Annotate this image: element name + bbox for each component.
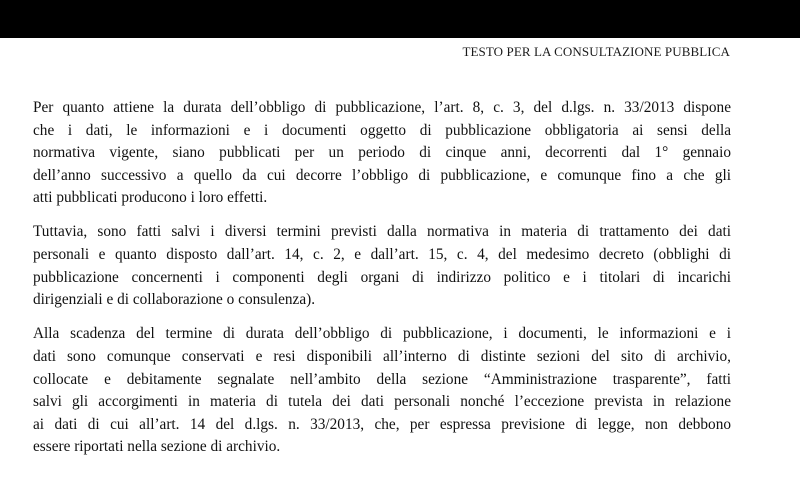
text-line: dati sono comunque conservati e resi disponibili all’interno di distinte sezioni del sito di archivio, [33, 347, 731, 365]
paragraph-3 [33, 323, 731, 459]
text-line: Alla scadenza del termine di durata dell’obbligo di pubblicazione, i documenti, le informazioni e i [33, 325, 731, 343]
text-line: che i dati, le informazioni e i documenti oggetto di pubblicazione obbligatoria ai sensi della [33, 121, 731, 139]
text-line: normativa vigente, siano pubblicati per un periodo di cinque anni, decorrenti dal 1° gennaio [33, 144, 731, 162]
text-line: Tuttavia, sono fatti salvi i diversi termini previsti dalla normativa in materia di trattamento dei dati [33, 223, 731, 241]
text-line: dell’anno successivo a quello da cui decorre l’obbligo di pubblicazione, e comunque fino a che gli [33, 166, 731, 184]
text-line: atti pubblicati producono i loro effetti. [33, 189, 268, 207]
document-body [33, 97, 731, 470]
page-header-title: TESTO PER LA CONSULTAZIONE PUBBLICA [462, 44, 730, 59]
text-line: dirigenziali e di collaborazione o consulenza). [33, 291, 316, 309]
paragraph-1 [33, 97, 731, 210]
paragraph-2 [33, 221, 731, 311]
text-line: salvi gli accorgimenti in materia di tutela dei dati personali nonché l’eccezione prevista in relazione [33, 393, 731, 411]
text-line: Per quanto attiene la durata dell’obbligo di pubblicazione, l’art. 8, c. 3, del d.lgs. n. 33/2013 dispone [33, 99, 731, 116]
document-page [0, 38, 800, 480]
text-line: collocate e debitamente segnalate nell’ambito della sezione “Amministrazione trasparente”, fatti [33, 370, 731, 388]
text-line: essere riportati nella sezione di archivio. [33, 438, 281, 456]
text-line: ai dati di cui all’art. 14 del d.lgs. n. 33/2013, che, per espressa previsione di legge, non debbono [33, 415, 731, 433]
text-line: personali e quanto disposto dall’art. 14, c. 2, e dall’art. 15, c. 4, del medesimo decreto (obblighi di [33, 246, 731, 264]
text-line: pubblicazione concernenti i componenti degli organi di indirizzo politico e i titolari di incarichi [33, 268, 731, 286]
